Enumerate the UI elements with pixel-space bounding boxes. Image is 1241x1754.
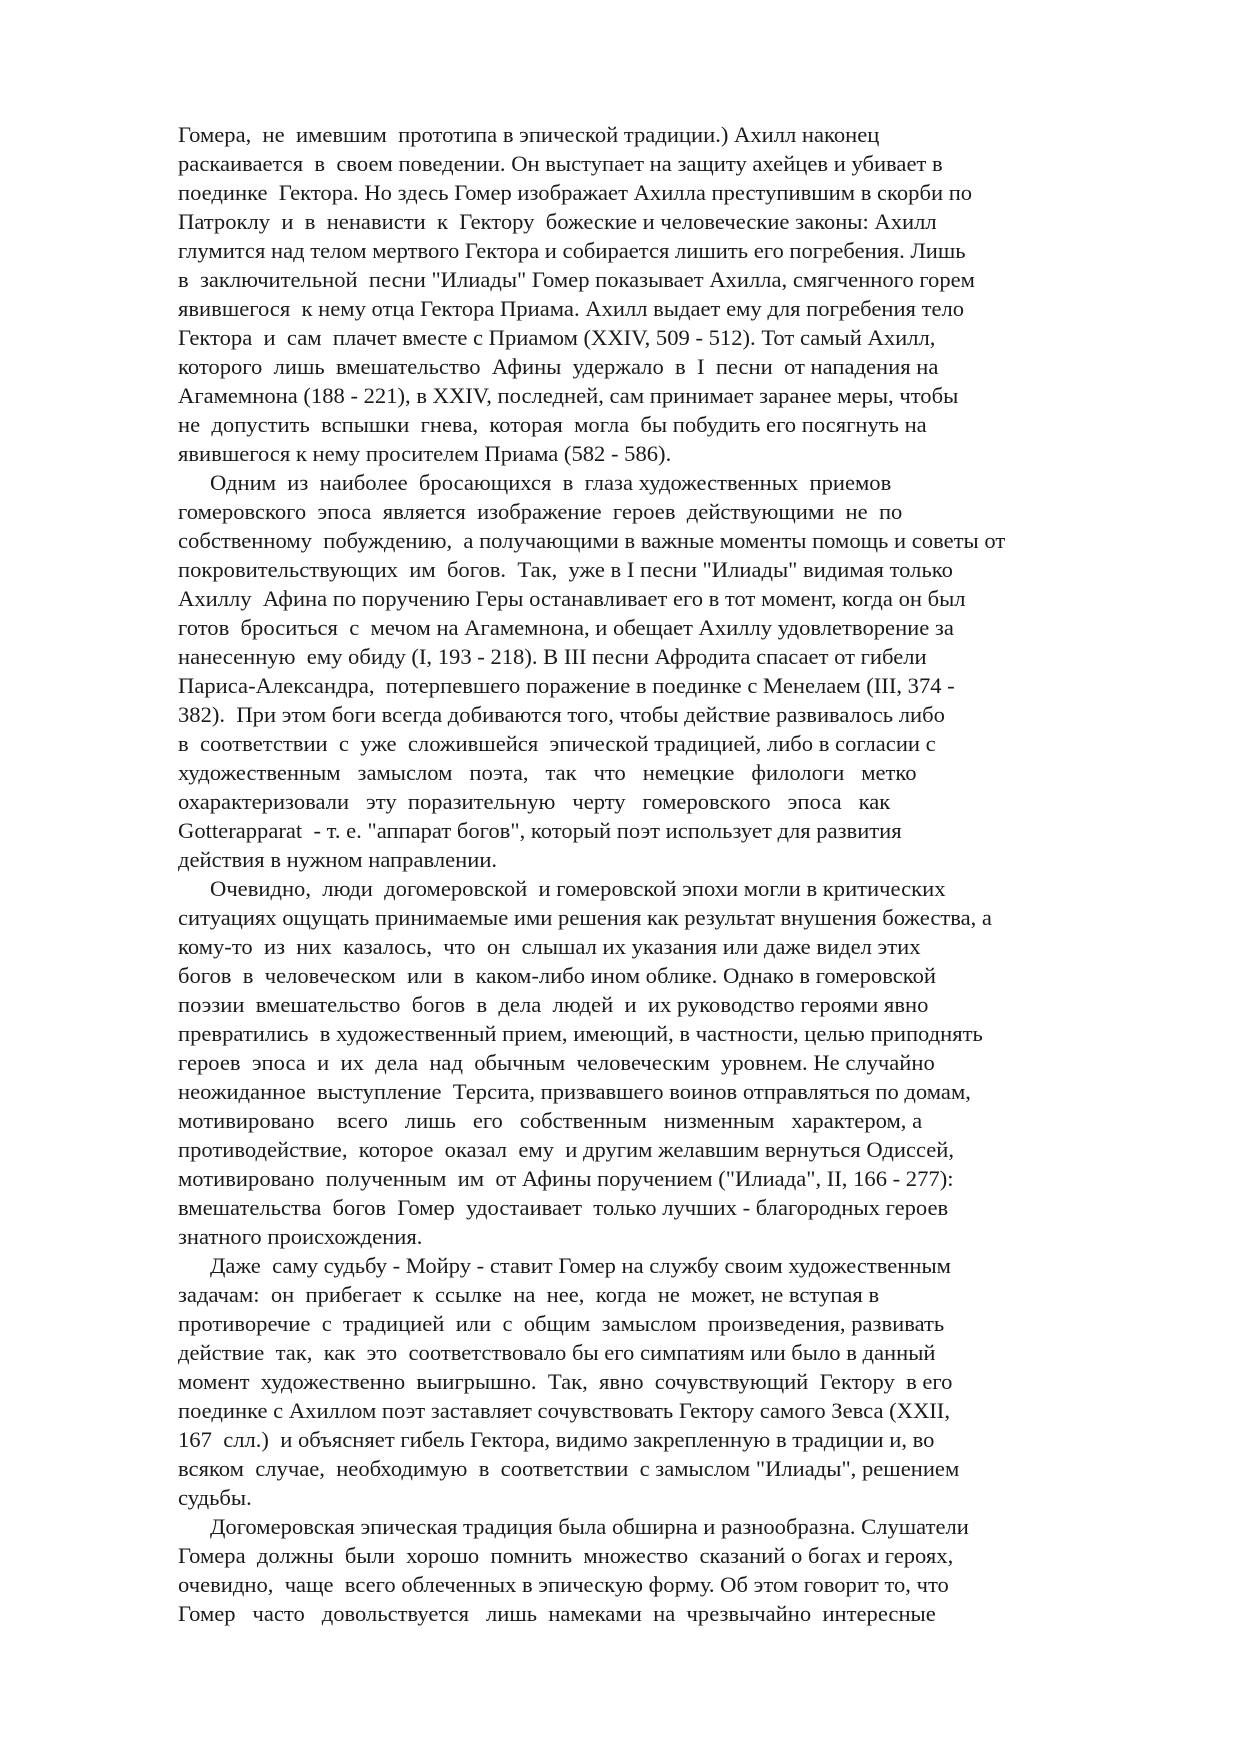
text-line: неожиданное выступление Терсита, призвавшего воинов отправляться по домам, [178, 1079, 971, 1104]
text-line: поединке Гектора. Но здесь Гомер изображает Ахилла преступившим в скорби по [178, 180, 973, 205]
text-line: глумится над телом мертвого Гектора и собирается лишить его погребения. Лишь [178, 238, 966, 263]
text-line: противодействие, которое оказал ему и другим желавшим вернуться Одиссей, [178, 1137, 955, 1162]
paragraph-first-line: Догомеровская эпическая традиция была обширна и разнообразна. Слушатели [210, 1514, 969, 1539]
document-body-text [178, 120, 1088, 1628]
text-line: задачам: он прибегает к ссылке на нее, когда не может, не вступая в [178, 1282, 880, 1307]
text-line: Гектора и сам плачет вместе с Приамом (XXIV, 509 - 512). Тот самый Ахилл, [178, 325, 936, 350]
text-line: художественным замыслом поэта, так что немецкие филологи метко [178, 760, 917, 785]
text-line: кому-то из них казалось, что он слышал их указания или даже видел этих [178, 934, 921, 959]
text-line: противоречие с традицией или с общим замыслом произведения, развивать [178, 1311, 945, 1336]
text-line: поэзии вмешательство богов в дела людей и их руководство героями явно [178, 992, 929, 1017]
text-line: гомеровского эпоса является изображение героев действующими не по [178, 499, 903, 524]
text-line: героев эпоса и их дела над обычным человеческим уровнем. Не случайно [178, 1050, 935, 1075]
text-line: которого лишь вмешательство Афины удержало в I песни от нападения на [178, 354, 939, 379]
text-line: в заключительной песни "Илиады" Гомер показывает Ахилла, смягченного горем [178, 267, 975, 292]
text-line: мотивировано полученным им от Афины поручением ("Илиада", II, 166 - 277): [178, 1166, 954, 1191]
text-line: явившегося к нему отца Гектора Приама. Ахилл выдает ему для погребения тело [178, 296, 965, 321]
text-line: 167 слл.) и объясняет гибель Гектора, видимо закрепленную в традиции и, во [178, 1427, 935, 1452]
text-line: 382). При этом боги всегда добиваются того, чтобы действие развивалось либо [178, 702, 945, 727]
text-line: Ахиллу Афина по поручению Геры останавливает его в тот момент, когда он был [178, 586, 966, 611]
text-line: раскаивается в своем поведении. Он выступает на защиту ахейцев и убивает в [178, 151, 943, 176]
text-line: готов броситься с мечом на Агамемнона, и обещает Ахиллу удовлетворение за [178, 615, 954, 640]
text-line: богов в человеческом или в каком-либо ином облике. Однако в гомеровской [178, 963, 936, 988]
text-line: вмешательства богов Гомер удостаивает только лучших - благородных героев [178, 1195, 949, 1220]
text-line: не допустить вспышки гнева, которая могла бы побудить его посягнуть на [178, 412, 927, 437]
text-line: действие так, как это соответствовало бы его симпатиям или было в данный [178, 1340, 936, 1365]
text-line: судьбы. [178, 1485, 252, 1510]
text-line: Гомер часто довольствуется лишь намеками на чрезвычайно интересные [178, 1601, 936, 1626]
text-line: действия в нужном направлении. [178, 847, 498, 872]
text-line: Париса-Александра, потерпевшего поражение в поединке с Менелаем (III, 374 - [178, 673, 955, 698]
text-line: покровительствующих им богов. Так, уже в I песни "Илиады" видимая только [178, 557, 953, 582]
text-line: всяком случае, необходимую в соответствии с замыслом "Илиады", решением [178, 1456, 960, 1481]
text-line: мотивировано всего лишь его собственным низменным характером, а [178, 1108, 923, 1133]
text-line: Гомера должны были хорошо помнить множество сказаний о богах и героях, [178, 1543, 954, 1568]
paragraph-first-line: Одним из наиболее бросающихся в глаза художественных приемов [210, 470, 892, 495]
paragraph-first-line: Очевидно, люди догомеровской и гомеровской эпохи могли в критических [210, 876, 946, 901]
text-line: Gotterapparat - т. е. "аппарат богов", который поэт использует для развития [178, 818, 902, 843]
text-line: момент художественно выигрышно. Так, явно сочувствующий Гектору в его [178, 1369, 953, 1394]
text-line: превратились в художественный прием, имеющий, в частности, целью приподнять [178, 1021, 983, 1046]
text-line: собственному побуждению, а получающими в важные моменты помощь и советы от [178, 528, 1006, 553]
text-line: знатного происхождения. [178, 1224, 423, 1249]
text-line: Гомера, не имевшим прототипа в эпической традиции.) Ахилл наконец [178, 122, 880, 147]
text-line: очевидно, чаще всего облеченных в эпическую форму. Об этом говорит то, что [178, 1572, 949, 1597]
paragraph-first-line: Даже саму судьбу - Мойру - ставит Гомер на службу своим художественным [210, 1253, 951, 1278]
text-line: нанесенную ему обиду (I, 193 - 218). В III песни Афродита спасает от гибели [178, 644, 927, 669]
text-line: в соответствии с уже сложившейся эпической традицией, либо в согласии с [178, 731, 936, 756]
text-line: явившегося к нему просителем Приама (582 - 586). [178, 441, 672, 466]
text-line: охарактеризовали эту поразительную черту гомеровского эпоса как [178, 789, 891, 814]
text-line: ситуациях ощущать принимаемые ими решения как результат внушения божества, а [178, 905, 992, 930]
text-line: поединке с Ахиллом поэт заставляет сочувствовать Гектору самого Зевса (XXII, [178, 1398, 950, 1423]
text-line: Агамемнона (188 - 221), в XXIV, последней, сам принимает заранее меры, чтобы [178, 383, 959, 408]
text-line: Патроклу и в ненависти к Гектору божеские и человеческие законы: Ахилл [178, 209, 937, 234]
